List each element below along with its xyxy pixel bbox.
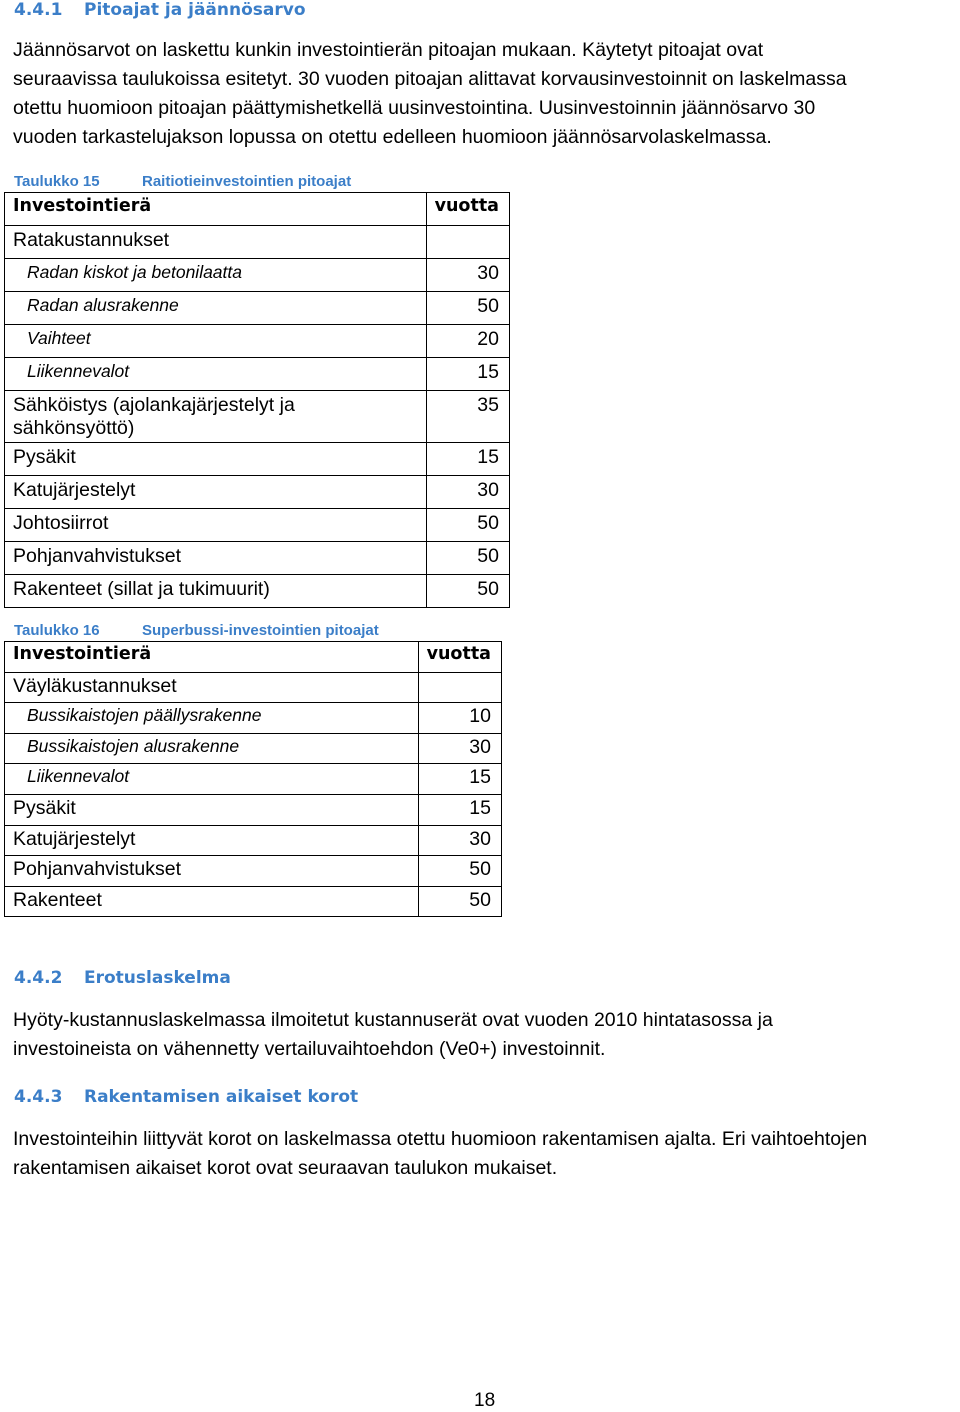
cell-years (426, 226, 509, 259)
cell-item: Pohjanvahvistukset (5, 856, 419, 887)
table-row (5, 358, 510, 391)
text-line: rakentamisen aikaiset korot ovat seuraavan taulukon mukaiset. (13, 1157, 558, 1179)
cell-item: Radan alusrakenne (5, 292, 427, 325)
cell-item: Vaihteet (5, 325, 427, 358)
table-row (5, 292, 510, 325)
cell-item: Pysäkit (5, 794, 419, 825)
header-item: Investointierä (5, 193, 427, 226)
cell-item: Rakenteet (sillat ja tukimuurit) (5, 575, 427, 608)
cell-item: Bussikaistojen alusrakenne (5, 733, 419, 764)
cell-item: Ratakustannukset (5, 226, 427, 259)
text-line: investoineista on vähennetty vertailuvaihtoehdon (Ve0+) investoinnit. (13, 1038, 606, 1060)
table-row (5, 794, 502, 825)
cell-item: Bussikaistojen päällysrakenne (5, 703, 419, 734)
cell-years: 50 (426, 575, 509, 608)
header-years: vuotta (426, 193, 509, 226)
table-header-row (5, 193, 510, 226)
table-15 (4, 192, 510, 608)
table-16 (4, 641, 502, 917)
caption-title: Superbussi-investointien pitoajat (142, 622, 379, 639)
cell-item: Sähköistys (ajolankajärjestelyt ja sähkönsyöttö) (5, 391, 427, 443)
section-number: 4.4.1 (14, 0, 63, 20)
caption-number: Taulukko 15 (14, 173, 100, 190)
section-heading-4-4-3 (14, 1087, 358, 1107)
cell-years: 30 (426, 476, 509, 509)
table-row (5, 856, 502, 887)
table-row (5, 226, 510, 259)
table-row (5, 476, 510, 509)
cell-years: 15 (426, 443, 509, 476)
section-title: Rakentamisen aikaiset korot (84, 1087, 359, 1107)
table-row (5, 325, 510, 358)
table-row (5, 672, 502, 703)
cell-years (418, 672, 501, 703)
cell-item: Johtosiirrot (5, 509, 427, 542)
section-heading-4-4-1 (14, 0, 306, 20)
section-title: Pitoajat ja jäännösarvo (84, 0, 306, 20)
cell-years: 50 (418, 886, 501, 917)
cell-item: Väyläkustannukset (5, 672, 419, 703)
cell-years: 15 (418, 764, 501, 795)
table-header-row (5, 642, 502, 673)
table-row (5, 733, 502, 764)
section-number: 4.4.2 (14, 968, 63, 988)
caption-title: Raitiotieinvestointien pitoajat (142, 173, 352, 190)
header-item: Investointierä (5, 642, 419, 673)
cell-years: 20 (426, 325, 509, 358)
cell-item: Liikennevalot (5, 358, 427, 391)
table-row (5, 259, 510, 292)
paragraph-4-4-3 (13, 1125, 958, 1183)
table-row (5, 509, 510, 542)
text-line: otettu huomioon pitoajan päättymishetkellä uusinvestointina. Uusinvestoinnin jäännösarvo 30 (13, 97, 816, 119)
table-row (5, 764, 502, 795)
cell-item: Liikennevalot (5, 764, 419, 795)
table-body (5, 193, 510, 608)
header-years: vuotta (418, 642, 501, 673)
cell-item: Katujärjestelyt (5, 825, 419, 856)
page-number: 18 (474, 1390, 496, 1411)
cell-years: 30 (426, 259, 509, 292)
cell-years: 50 (418, 856, 501, 887)
cell-item: Radan kiskot ja betonilaatta (5, 259, 427, 292)
table-15-caption (14, 173, 351, 190)
cell-years: 35 (426, 391, 509, 443)
text-line: Investointeihin liittyvät korot on laskelmassa otettu huomioon rakentamisen ajalta. Eri vaihtoehtojen (13, 1128, 868, 1150)
cell-item: Pysäkit (5, 443, 427, 476)
table-body (5, 642, 502, 917)
caption-number: Taulukko 16 (14, 622, 100, 639)
cell-years: 30 (418, 733, 501, 764)
cell-years: 30 (418, 825, 501, 856)
text-line: seuraavissa taulukoissa esitetyt. 30 vuoden pitoajan alittavat korvausinvestoinnit on laskelmassa (13, 68, 847, 90)
section-number: 4.4.3 (14, 1087, 63, 1107)
cell-item: Katujärjestelyt (5, 476, 427, 509)
cell-years: 50 (426, 292, 509, 325)
cell-years: 15 (418, 794, 501, 825)
table-row (5, 443, 510, 476)
paragraph-4-4-2 (13, 1006, 958, 1064)
table-row (5, 542, 510, 575)
text-line: Hyöty-kustannuslaskelmassa ilmoitetut kustannuserät ovat vuoden 2010 hintatasossa ja (13, 1009, 773, 1031)
table-row (5, 886, 502, 917)
intro-paragraph (13, 36, 958, 152)
text-line: Jäännösarvot on laskettu kunkin investointierän pitoajan mukaan. Käytetyt pitoajat ovat (13, 39, 764, 61)
cell-years: 10 (418, 703, 501, 734)
cell-years: 15 (426, 358, 509, 391)
table-row (5, 575, 510, 608)
section-title: Erotuslaskelma (84, 968, 231, 988)
cell-item: Rakenteet (5, 886, 419, 917)
cell-years: 50 (426, 542, 509, 575)
table-16-caption (14, 622, 379, 639)
cell-years: 50 (426, 509, 509, 542)
text-line: vuoden tarkastelujakson lopussa on otettu edelleen huomioon jäännösarvolaskelmassa. (13, 126, 772, 148)
table-row (5, 825, 502, 856)
table-row (5, 391, 510, 443)
table-row (5, 703, 502, 734)
cell-item: Pohjanvahvistukset (5, 542, 427, 575)
section-heading-4-4-2 (14, 968, 231, 988)
